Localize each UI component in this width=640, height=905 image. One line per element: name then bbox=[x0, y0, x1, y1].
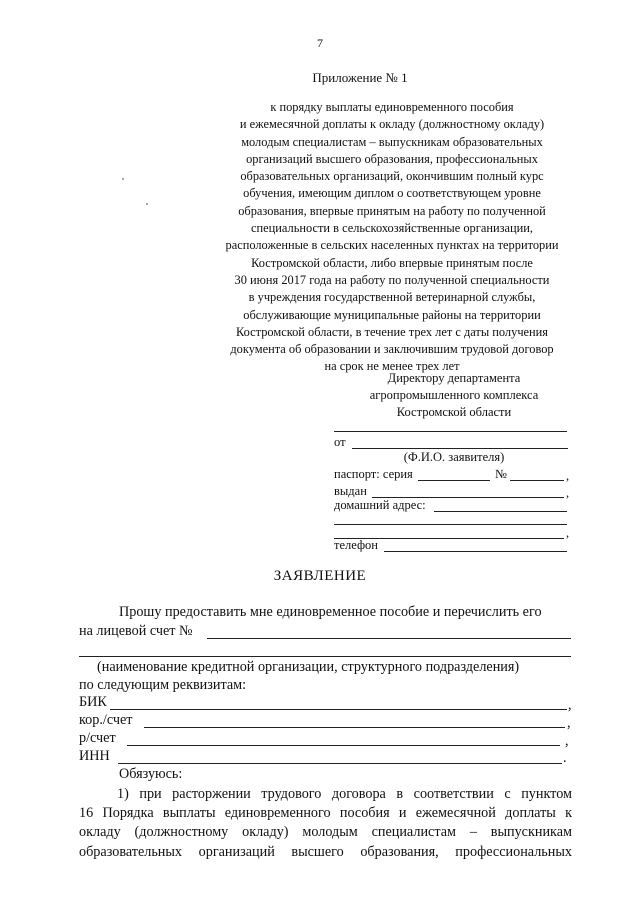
requisites-intro: по следующим реквизитам: bbox=[79, 677, 247, 693]
comma: , bbox=[568, 697, 572, 713]
blank-line[interactable] bbox=[334, 431, 567, 432]
obligation-heading: Обязуюсь: bbox=[119, 766, 183, 782]
issued-label: выдан bbox=[334, 484, 367, 498]
statement-heading: ЗАЯВЛЕНИЕ bbox=[273, 568, 367, 584]
comma: , bbox=[566, 526, 570, 540]
inn-label: ИНН bbox=[79, 748, 110, 764]
passport-label: паспорт: серия bbox=[334, 467, 413, 481]
page-number: 7 bbox=[317, 36, 323, 50]
phone-label: телефон bbox=[334, 538, 378, 552]
account-number-field[interactable] bbox=[207, 638, 571, 639]
passport-row bbox=[334, 467, 574, 484]
comma: , bbox=[567, 715, 571, 731]
request-line: Прошу предоставить мне единовременное пособие и перечислить его bbox=[119, 604, 542, 620]
appendix-line: в учреждения государственной ветеринарной службы, bbox=[248, 290, 536, 305]
passport-series-field[interactable] bbox=[418, 480, 490, 481]
bank-name-field[interactable] bbox=[79, 656, 571, 657]
recipient-line: агропромышленного комплекса bbox=[369, 388, 539, 402]
appendix-line: образовательных организаций, окончившим полный курс bbox=[240, 169, 544, 184]
appendix-line: документа об образовании и заключившим трудовой договор bbox=[230, 342, 554, 357]
obligation-line: 16 Порядка выплаты единовременного пособия и ежемесячной доплаты к bbox=[79, 805, 572, 822]
appendix-line: 30 июня 2017 года на работу по полученной специальности bbox=[234, 272, 550, 287]
account-label: на лицевой счет № bbox=[79, 623, 193, 639]
bik-field[interactable] bbox=[110, 709, 567, 710]
corr-account-label: кор./счет bbox=[79, 712, 133, 728]
appendix-line: на срок не менее трех лет bbox=[324, 359, 460, 374]
fio-note: (Ф.И.О. заявителя) bbox=[403, 450, 505, 464]
scan-dot bbox=[122, 178, 124, 180]
appendix-description bbox=[204, 99, 580, 376]
appendix-line: и ежемесячной доплаты к окладу (должностному окладу) bbox=[239, 117, 545, 132]
appendix-line: образования, впервые принятым на работу по полученной bbox=[238, 203, 546, 218]
address-row bbox=[334, 498, 574, 515]
phone-field[interactable] bbox=[384, 551, 567, 552]
comma: , bbox=[566, 486, 570, 500]
recipient-line: Директору департамента bbox=[387, 371, 521, 385]
recipient-line: Костромской области bbox=[396, 405, 512, 419]
comma: , bbox=[565, 733, 569, 749]
appendix-line: обслуживающие муниципальные районы на территории bbox=[243, 307, 541, 322]
from-field[interactable] bbox=[352, 448, 568, 449]
period: . bbox=[563, 750, 567, 766]
scan-dot bbox=[146, 203, 148, 205]
address-field[interactable] bbox=[434, 511, 567, 512]
account-label-short: р/счет bbox=[79, 730, 116, 746]
appendix-line: организаций высшего образования, профессиональных bbox=[246, 151, 538, 166]
inn-field[interactable] bbox=[118, 763, 562, 764]
obligation-paragraph bbox=[79, 785, 572, 862]
phone-row bbox=[334, 538, 574, 555]
obligation-line: окладу (должностному окладу) молодым специалистам – выпускникам bbox=[79, 824, 572, 841]
obligation-line: образовательных организаций высшего образования, профессиональных bbox=[79, 843, 572, 860]
appendix-line: обучения, имеющим диплом о соответствующем уровне bbox=[243, 186, 541, 201]
appendix-line: Костромской области, в течение трех лет с даты получения bbox=[235, 324, 549, 339]
account-field[interactable] bbox=[127, 745, 560, 746]
appendix-line: Костромской области, либо впервые принятым после bbox=[251, 255, 533, 270]
number-label: № bbox=[495, 467, 507, 481]
bik-label: БИК bbox=[79, 694, 107, 710]
appendix-line: молодым специалистам – выпускникам образовательных bbox=[241, 134, 543, 149]
from-label: от bbox=[334, 435, 346, 449]
address-field-line2[interactable] bbox=[334, 524, 567, 525]
appendix-line: к порядку выплаты единовременного пособия bbox=[270, 100, 514, 114]
comma: , bbox=[566, 469, 570, 483]
recipient-block bbox=[334, 370, 574, 421]
appendix-title: Приложение № 1 bbox=[312, 70, 408, 85]
corr-account-field[interactable] bbox=[144, 727, 565, 728]
obligation-line: 1) при расторжении трудового договора в соответствии с пунктом bbox=[117, 786, 572, 802]
appendix-line: специальности в сельскохозяйственные организации, bbox=[251, 221, 533, 236]
bank-note: (наименование кредитной организации, структурного подразделения) bbox=[97, 659, 520, 675]
appendix-line: расположенные в сельских населенных пунктах на территории bbox=[225, 238, 559, 253]
address-label: домашний адрес: bbox=[334, 498, 426, 512]
passport-number-field[interactable] bbox=[510, 480, 564, 481]
